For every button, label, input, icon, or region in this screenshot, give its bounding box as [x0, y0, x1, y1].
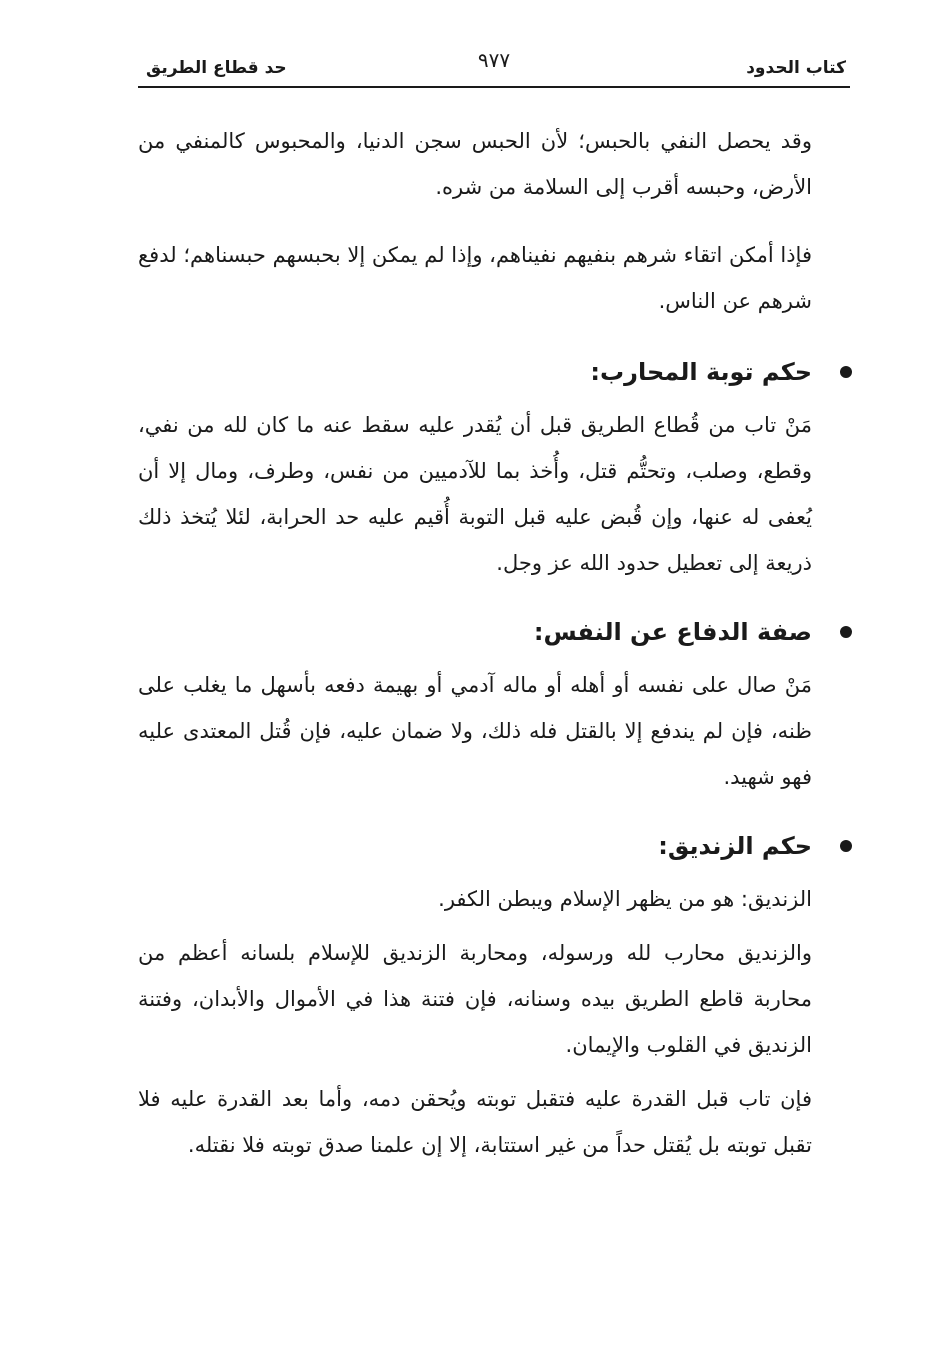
section-heading-text: صفة الدفاع عن النفس:	[533, 618, 812, 646]
intro-paragraph-2: فإذا أمكن اتقاء شرهم بنفيهم نفيناهم، وإذا لم يمكن إلا بحبسهم حبسناهم؛ لدفع شرهم عن الناس.	[138, 243, 812, 313]
section-heading-text: حكم الزنديق:	[658, 832, 812, 860]
page-number: ٩٧٧	[477, 48, 511, 72]
bullet-icon	[840, 840, 852, 852]
section-heading	[138, 346, 812, 398]
section-repentance	[138, 346, 812, 586]
section-heading	[138, 606, 812, 658]
section-self-defense	[138, 606, 812, 800]
running-header	[138, 48, 850, 88]
bullet-icon	[840, 626, 852, 638]
section-paragraph: مَنْ تاب من قُطاع الطريق قبل أن يُقدر عليه سقط عنه ما كان لله من نفي، وقطع، وصلب، وتحتُّم قتل، وأُخذ بما للآدميين من نفس، وطرف، ومال إلا أن يُعفى له عنها، وإن قُبض عليه قبل التوبة أُقيم عليه حد الحرابة، لئلا يُتخذ ذلك ذريعة إلى تعطيل حدود الله عز وجل.	[138, 413, 812, 575]
bullet-icon	[840, 366, 852, 378]
section-paragraph: فإن تاب قبل القدرة عليه فتقبل توبته ويُحقن دمه، وأما بعد القدرة عليه فلا تقبل توبته بل يُقتل حداً من غير استتابة، إلا إن علمنا صدق توبته فلا نقتله.	[138, 1087, 812, 1157]
section-paragraph: الزنديق: هو من يظهر الإسلام ويبطن الكفر.	[438, 887, 812, 911]
section-paragraph: مَنْ صال على نفسه أو أهله أو ماله آدمي أو بهيمة دفعه بأسهل ما يغلب على ظنه، فإن لم يندفع إلا بالقتل فله ذلك، ولا ضمان عليه، فإن قُتل المعتدى عليه فهو شهيد.	[138, 673, 812, 789]
section-heading-text: حكم توبة المحارب:	[590, 358, 812, 386]
intro-paragraph-1: وقد يحصل النفي بالحبس؛ لأن الحبس سجن الدنيا، والمحبوس كالمنفي من الأرض، وحبسه أقرب إلى السلامة من شره.	[138, 129, 812, 199]
page-body	[138, 118, 812, 1188]
chapter-title: حد قطاع الطريق	[146, 58, 287, 78]
book-title: كتاب الحدود	[746, 58, 846, 78]
section-paragraph: والزنديق محارب لله ورسوله، ومحاربة الزنديق للإسلام بلسانه أعظم من محاربة قاطع الطريق بيده وسنانه، فإن فتنة هذا في الأموال والأبدان، وفتنة الزنديق في القلوب والإيمان.	[138, 941, 812, 1057]
section-heading	[138, 820, 812, 872]
section-zindiq	[138, 820, 812, 1168]
